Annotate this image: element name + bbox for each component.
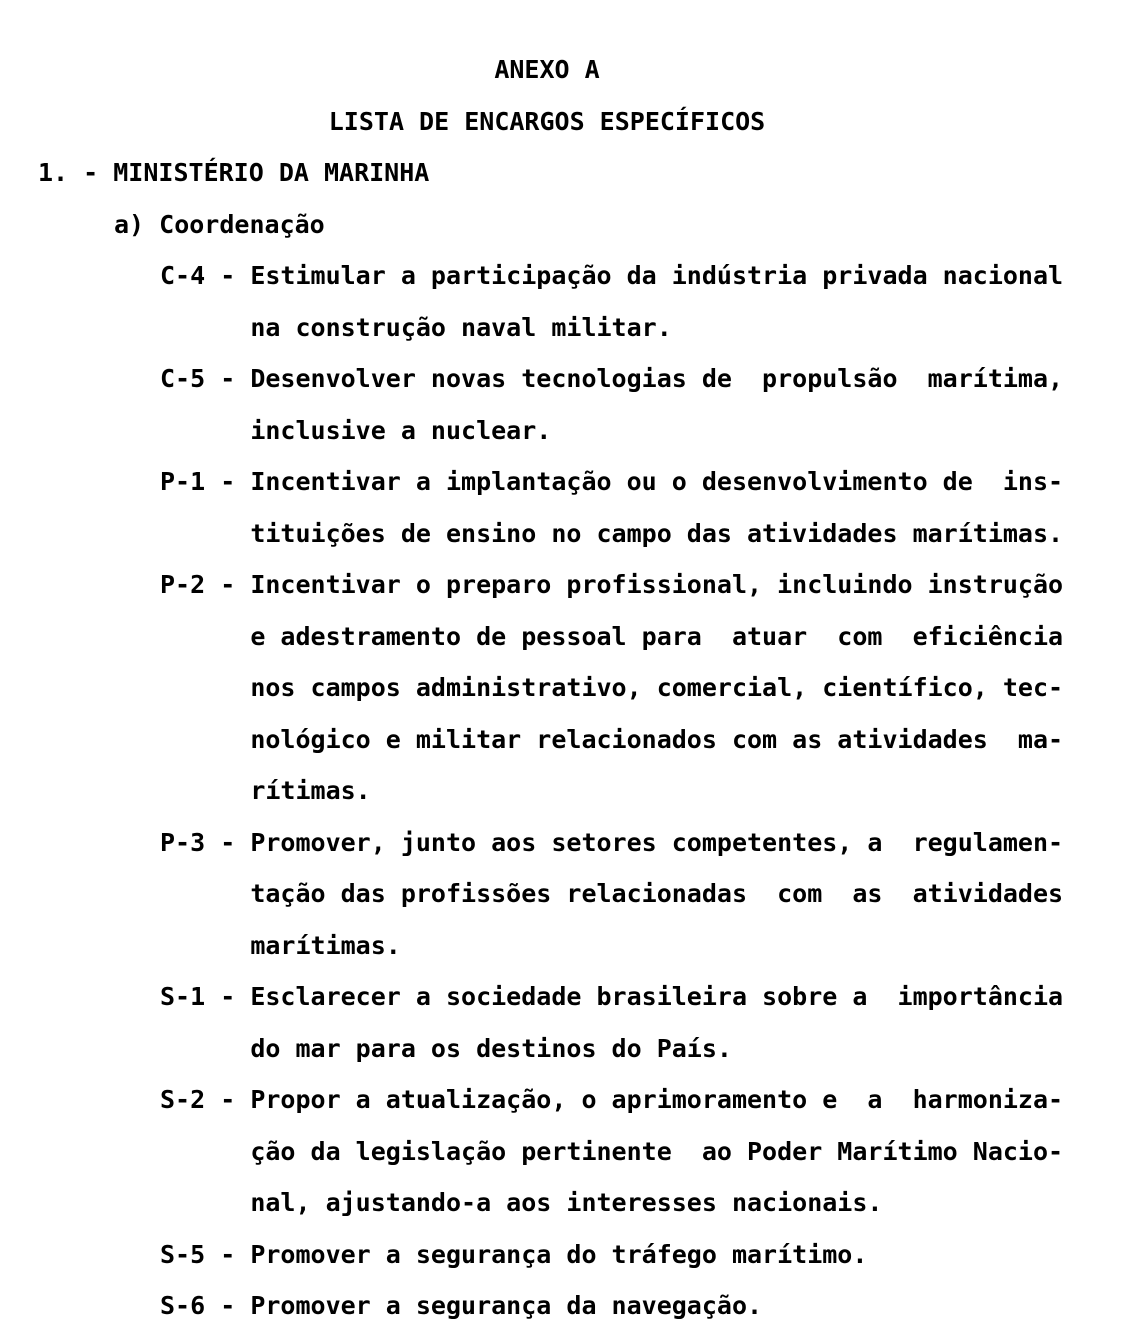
items-list [0, 250, 1129, 1332]
list-item [160, 817, 1129, 972]
item-line: Promover a segurança do tráfego marítimo. [250, 1239, 868, 1269]
list-item [160, 971, 1129, 1074]
item-line: ção da legislação pertinente ao Poder Marítimo Nacio- [250, 1136, 1064, 1166]
list-item [160, 1280, 1129, 1332]
item-line: na construção naval militar. [250, 312, 672, 342]
item-text [250, 250, 1129, 353]
item-text [250, 559, 1129, 817]
item-code: C-5 - [160, 364, 251, 393]
item-code: S-6 - [160, 1291, 251, 1320]
item-line: Esclarecer a sociedade brasileira sobre a importância [250, 982, 1064, 1011]
list-item [160, 250, 1129, 353]
item-text [250, 971, 1129, 1074]
item-text [250, 1074, 1129, 1229]
item-line: nológico e militar relacionados com as atividades ma- [250, 724, 1064, 754]
item-text [250, 456, 1129, 559]
item-line: Desenvolver novas tecnologias de propulsão marítima, [250, 364, 1064, 393]
item-line: tação das profissões relacionadas com as atividades [250, 879, 1064, 908]
document-subtitle: LISTA DE ENCARGOS ESPECÍFICOS [328, 106, 766, 136]
list-item [160, 559, 1129, 817]
item-code: P-2 - [160, 570, 251, 599]
document-title: ANEXO A [494, 55, 600, 84]
item-line: Incentivar o preparo profissional, incluindo instrução [250, 570, 1064, 599]
item-code: S-5 - [160, 1239, 251, 1269]
list-item [160, 1229, 1129, 1281]
item-code: S-1 - [160, 982, 251, 1011]
item-text [250, 1280, 1129, 1332]
item-code: P-3 - [160, 827, 251, 857]
item-line: inclusive a nuclear. [250, 415, 552, 445]
item-line: Promover, junto aos setores competentes, a regulamen- [250, 827, 1064, 857]
item-line: Promover a segurança da navegação. [250, 1291, 763, 1320]
item-text [250, 1229, 1129, 1281]
item-line: do mar para os destinos do País. [250, 1033, 732, 1063]
item-line: nal, ajustando-a aos interesses nacionais. [250, 1188, 883, 1217]
item-code: P-1 - [160, 467, 251, 496]
section-heading: 1. - MINISTÉRIO DA MARINHA [38, 158, 430, 187]
item-line: Propor a atualização, o aprimoramento e a harmoniza- [250, 1085, 1064, 1114]
item-text [250, 353, 1129, 456]
item-line: Incentivar a implantação ou o desenvolvimento de ins- [250, 467, 1064, 496]
list-item [160, 353, 1129, 456]
item-line: e adestramento de pessoal para atuar com eficiência [250, 621, 1064, 651]
list-item [160, 456, 1129, 559]
item-line: marítimas. [250, 930, 401, 960]
item-line: nos campos administrativo, comercial, científico, tec- [250, 673, 1064, 702]
item-line: Estimular a participação da indústria privada nacional [250, 261, 1064, 290]
item-code: S-2 - [160, 1085, 251, 1114]
list-item [160, 1074, 1129, 1229]
item-code: C-4 - [160, 261, 251, 290]
item-text [250, 817, 1129, 972]
item-line: tituições de ensino no campo das atividades marítimas. [250, 518, 1064, 548]
item-line: rítimas. [250, 776, 371, 805]
subsection-heading: a) Coordenação [114, 209, 325, 239]
